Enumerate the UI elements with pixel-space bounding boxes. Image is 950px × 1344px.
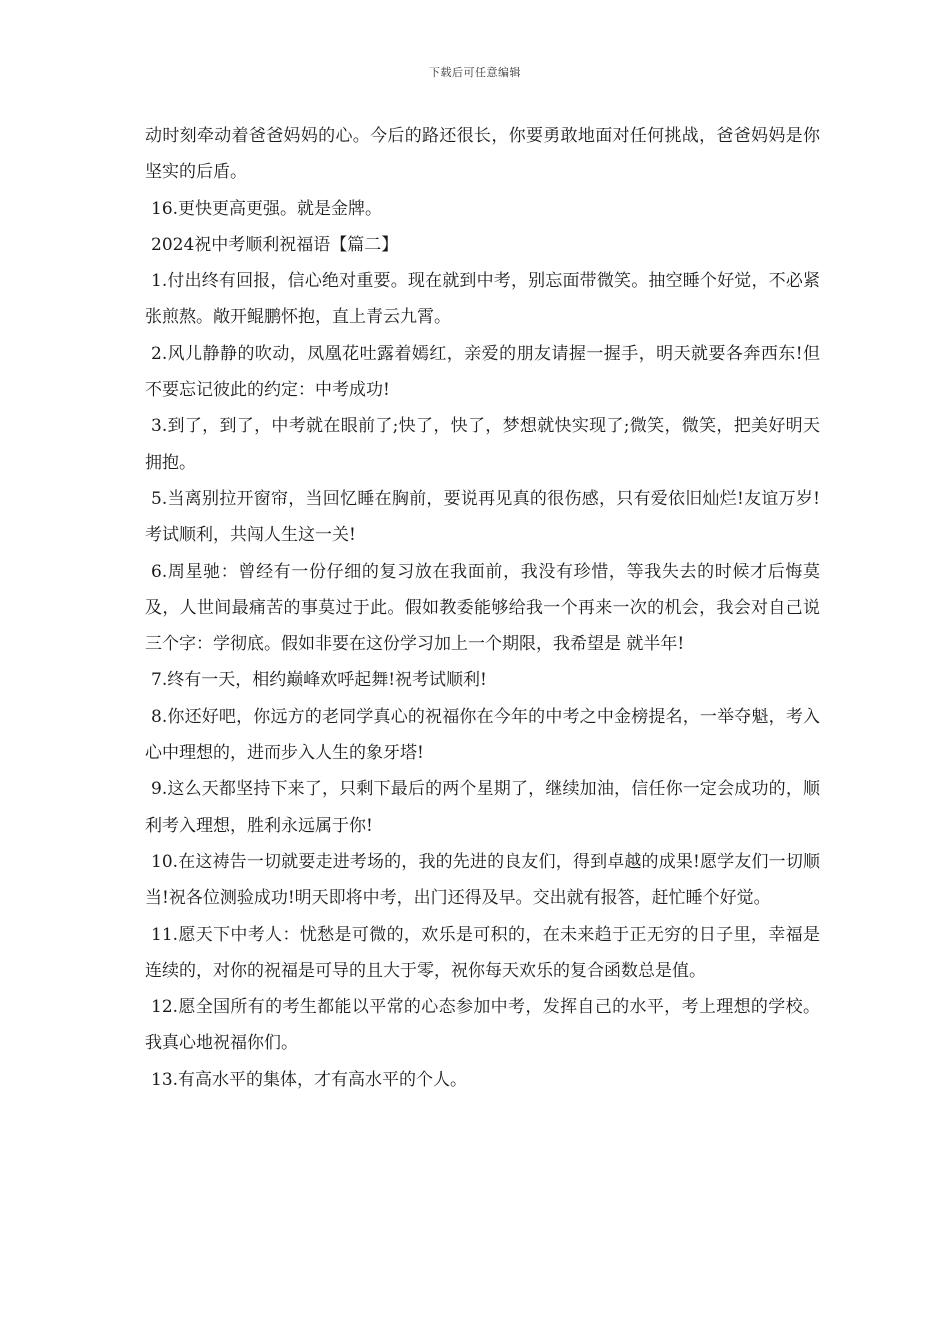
paragraph-item-12: 12.愿全国所有的考生都能以平常的心态参加中考，发挥自己的水平，考上理想的学校。我真心地祝福你们。: [145, 997, 820, 1054]
paragraph-item-9: 9.这么天都坚持下来了，只剩下最后的两个星期了，继续加油，信任你一定会成功的，顺利考入理想，胜利永远属于你!: [145, 779, 820, 836]
paragraph-item-11: 11.愿天下中考人：忧愁是可微的，欢乐是可积的，在未来趋于正无穷的日子里，幸福是连续的，对你的祝福是可导的且大于零，祝你每天欢乐的复合函数总是值。: [145, 924, 820, 981]
section-heading: 2024祝中考顺利祝福语【篇二】: [151, 234, 399, 255]
paragraph-item-5: 5.当离别拉开窗帘，当回忆睡在胸前，要说再见真的很伤感，只有爱依旧灿烂!友谊万岁!考试顺利，共闯人生这一关!: [145, 488, 820, 546]
paragraph-item-16: 16.更快更高更强。就是金牌。: [151, 198, 383, 219]
paragraph-item-1: 1.付出终有回报，信心绝对重要。现在就到中考，别忘面带微笑。抽空睡个好觉，不必紧张煎熬。敞开鲲鹏怀抱，直上青云九霄。: [145, 271, 820, 328]
paragraph-item-10: 10.在这祷告一切就要走进考场的，我的先进的良友们，得到卓越的成果!愿学友们一切顺当!祝各位测验成功!明天即将中考，出门还得及早。交出就有报答，赶忙睡个好觉。: [145, 851, 820, 909]
document-body: [145, 118, 820, 1098]
paragraph-item-8: 8.你还好吧，你远方的老同学真心的祝福你在今年的中考之中金榜提名，一举夺魁，考入心中理想的，进而步入人生的象牙塔!: [145, 706, 820, 764]
page-header: 下载后可任意编辑: [429, 66, 521, 79]
paragraph-item-13: 13.有高水平的集体，才有高水平的个人。: [151, 1069, 468, 1090]
paragraph-item-7: 7.终有一天，相约巅峰欢呼起舞!祝考试顺利!: [151, 670, 487, 691]
paragraph-item-3: 3.到了，到了，中考就在眼前了;快了，快了，梦想就快实现了;微笑，微笑，把美好明天拥抱。: [145, 416, 820, 473]
paragraph-continuation: 动时刻牵动着爸爸妈妈的心。今后的路还很长，你要勇敢地面对任何挑战，爸爸妈妈是你坚实的后盾。: [145, 126, 820, 183]
paragraph-item-2: 2.风儿静静的吹动，凤凰花吐露着嫣红，亲爱的朋友请握一握手，明天就要各奔西东!但不要忘记彼此的约定：中考成功!: [145, 343, 820, 401]
paragraph-item-6: 6.周星驰：曾经有一份仔细的复习放在我面前，我没有珍惜，等我失去的时候才后悔莫及，人世间最痛苦的事莫过于此。假如教委能够给我一个再来一次的机会，我会对自己说三个字：学彻底。假如非要在这份学习加上一个期限，我希望是 就半年!: [145, 561, 820, 655]
